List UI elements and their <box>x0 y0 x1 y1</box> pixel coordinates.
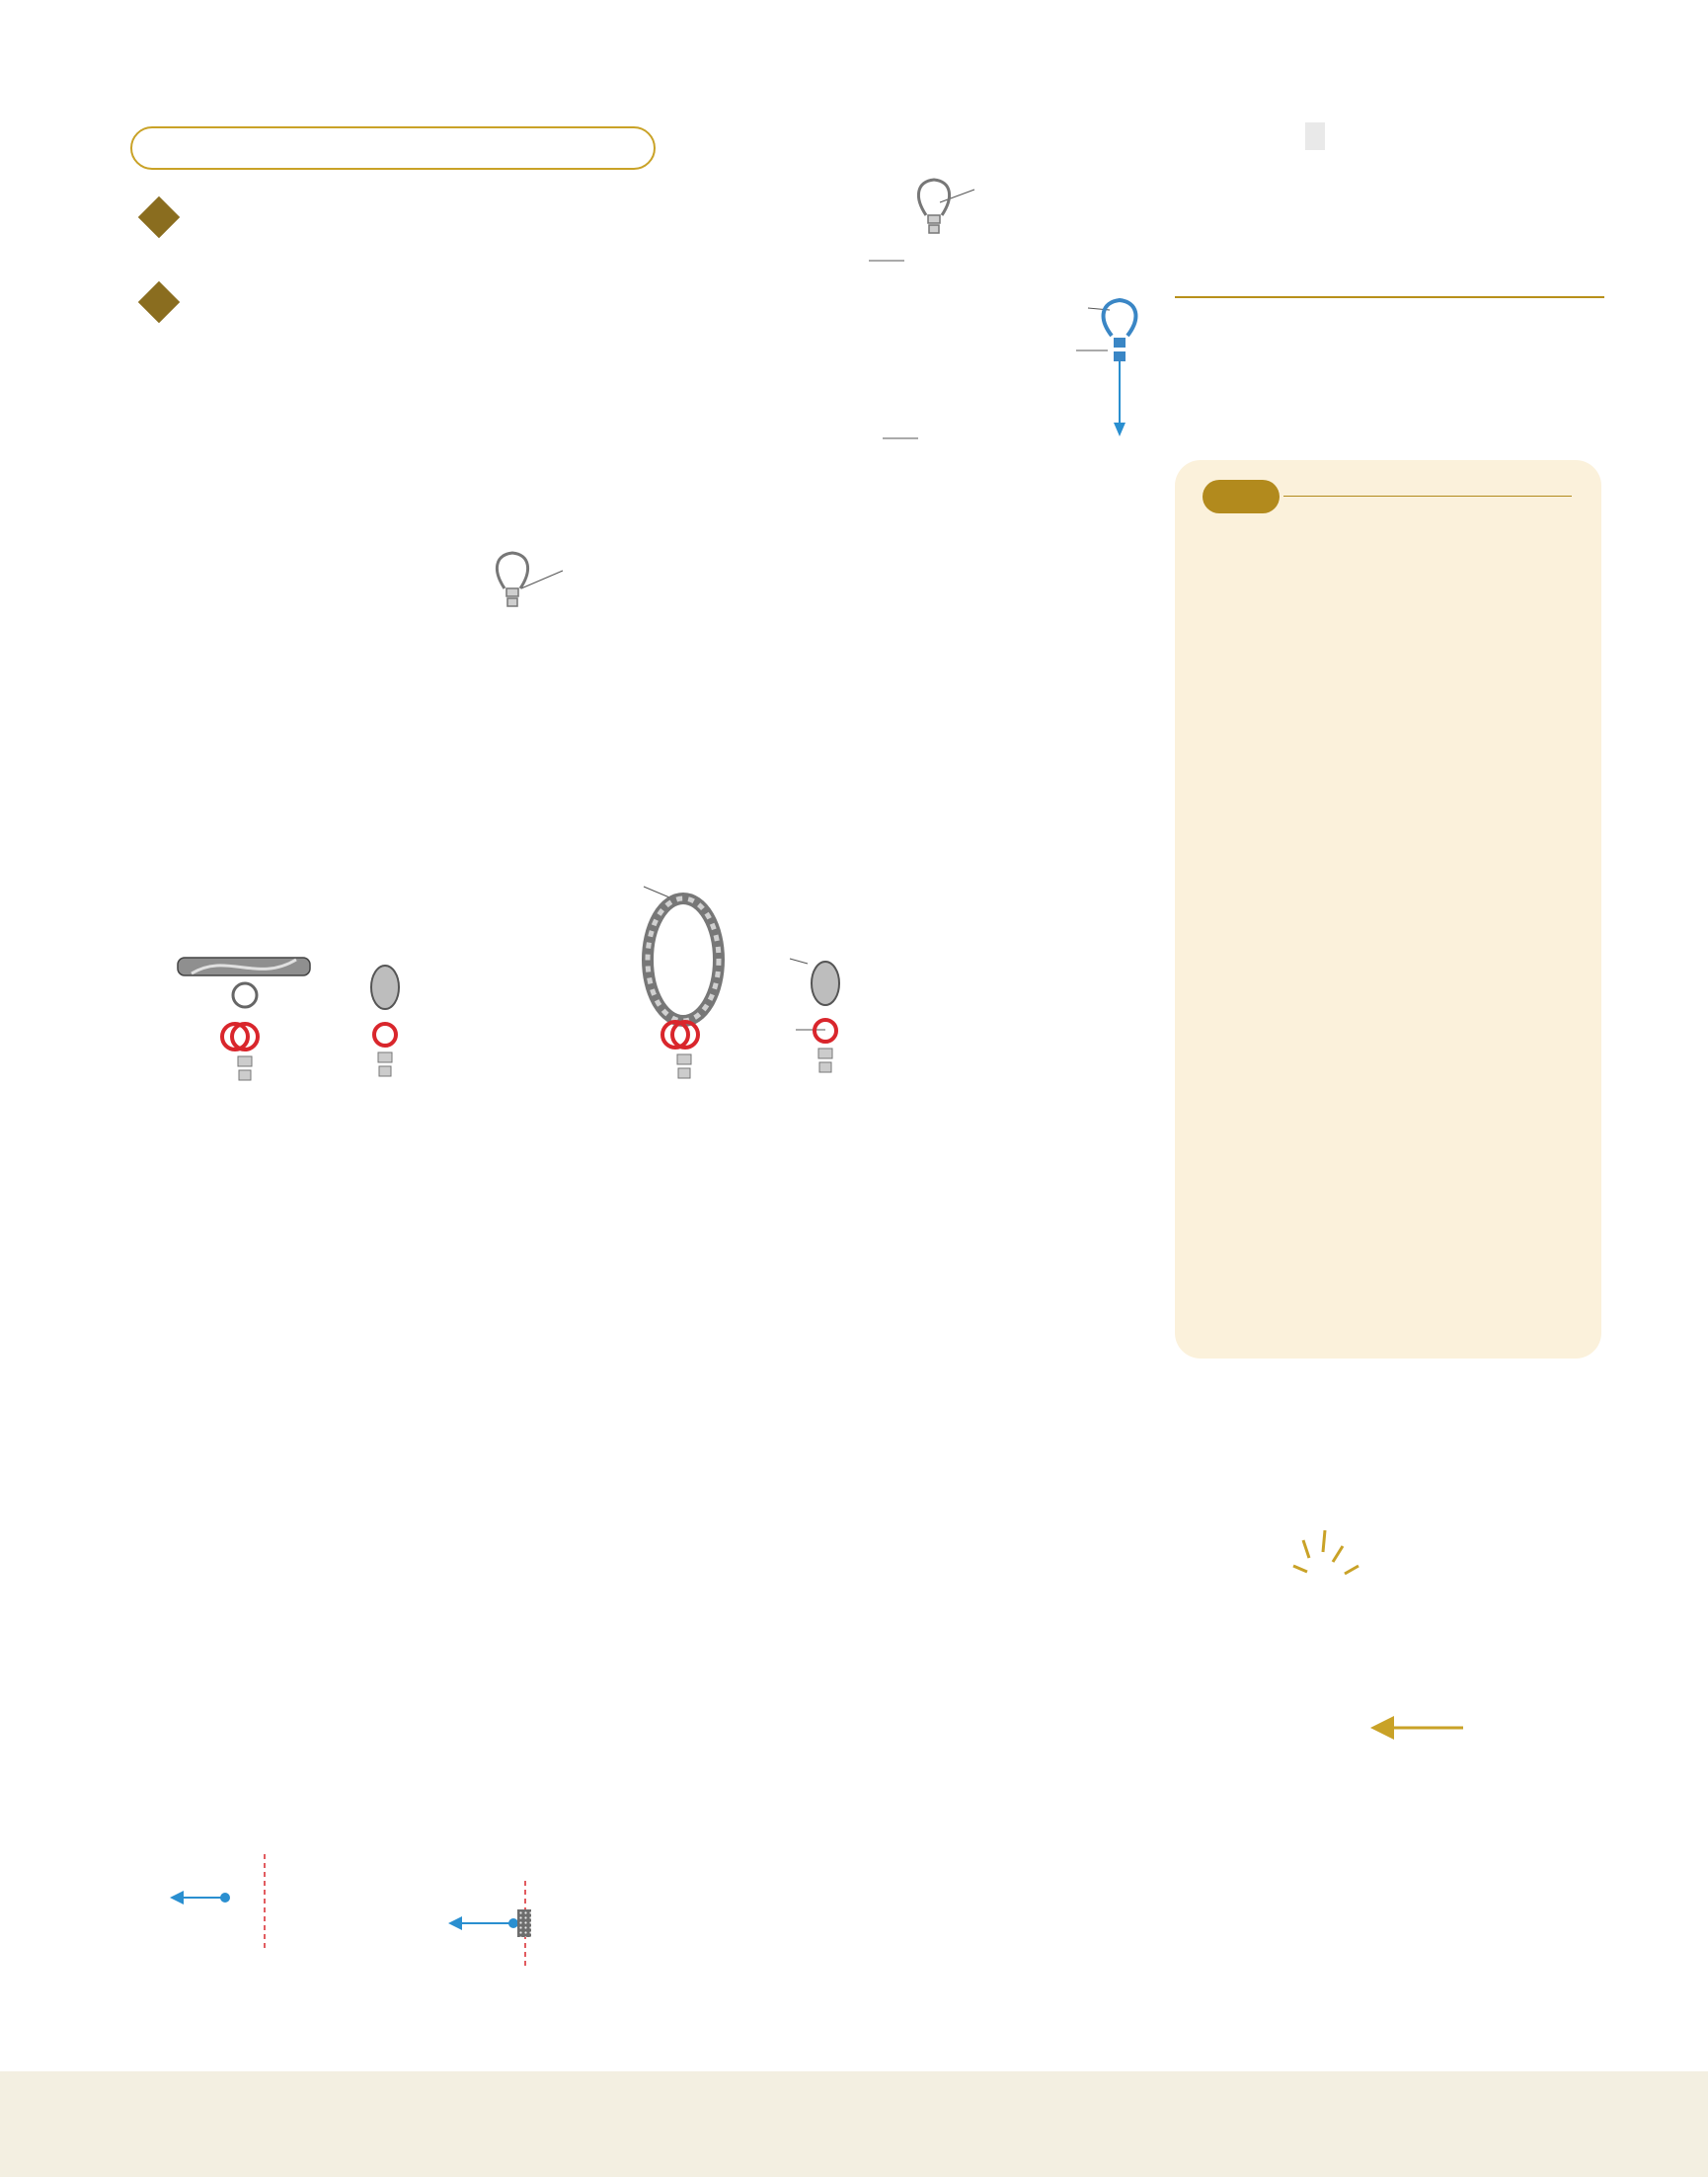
product-photo <box>1056 1511 1649 2004</box>
leader-lines <box>521 190 1110 1030</box>
page-reference-tag <box>1305 122 1325 150</box>
lobster-clasp-left <box>371 966 399 1076</box>
materials-badge <box>1203 480 1280 513</box>
lace-footer <box>0 2071 1708 2177</box>
title-rule <box>1175 296 1604 298</box>
spark-lines <box>1293 1530 1359 1574</box>
toggle-clasp-left <box>178 958 310 1080</box>
short-top-ukan <box>497 553 527 606</box>
ukan-detail <box>1104 300 1136 436</box>
long-top-ukan <box>918 180 949 233</box>
materials-rule <box>1283 496 1572 497</box>
ring-clasp-right <box>648 898 719 1078</box>
end-arrows <box>170 1854 531 1967</box>
separate-arrow-head <box>1370 1716 1394 1740</box>
materials-box <box>1175 460 1601 1359</box>
lobster-clasp-right <box>812 962 839 1072</box>
